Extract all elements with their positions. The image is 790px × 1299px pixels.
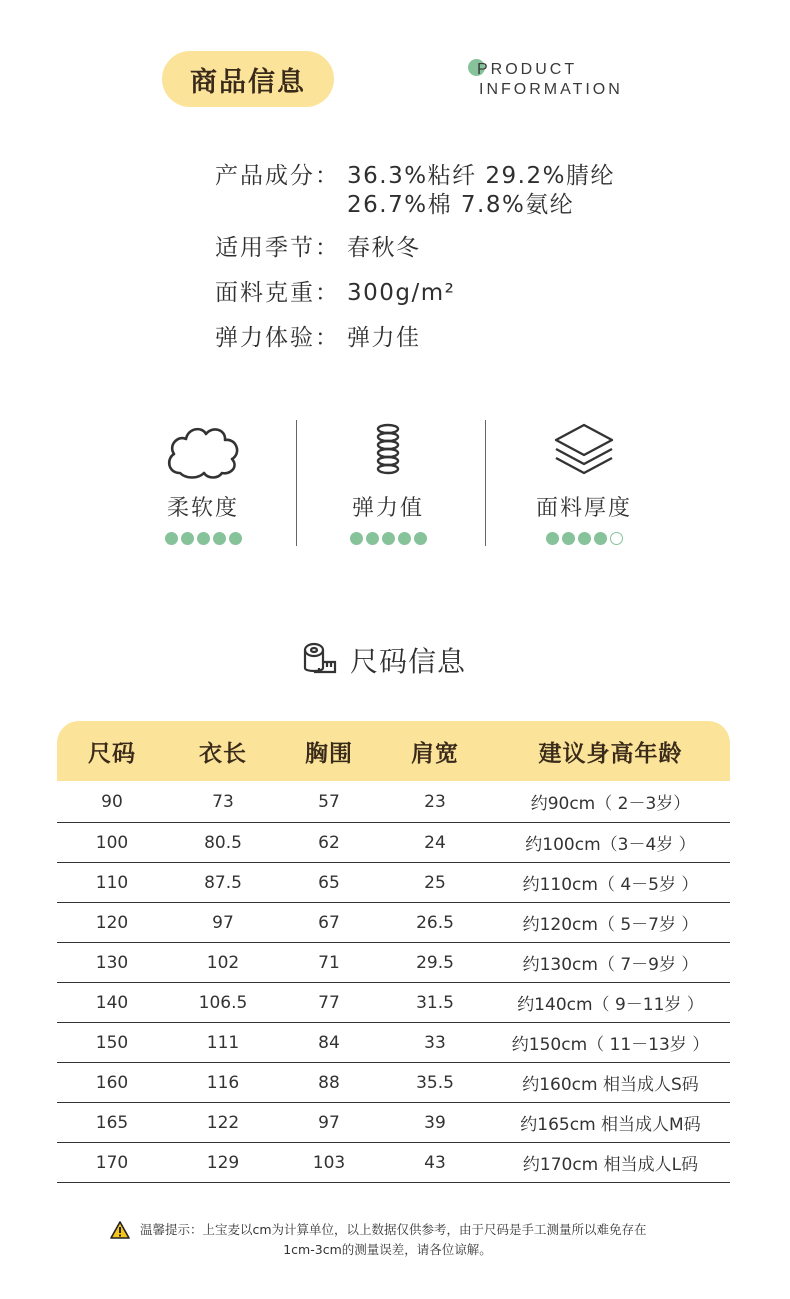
table-row xyxy=(57,943,730,983)
notice-line1: 温馨提示：上宝麦以cm为计算单位，以上数据仅供参考，由于尺码是手工测量所以难免存在 xyxy=(140,1222,647,1237)
table-cell: 24 xyxy=(379,823,491,863)
table-cell: 129 xyxy=(167,1143,279,1183)
table-cell: 约160cm 相当成人S码 xyxy=(491,1063,730,1103)
rating-dot xyxy=(213,532,226,545)
spring-icon xyxy=(293,420,483,482)
tape-measure-icon xyxy=(302,640,338,680)
notice-line2: 1cm-3cm的测量误差，请各位谅解。 xyxy=(283,1242,492,1257)
rating-dot xyxy=(578,532,591,545)
table-cell: 约100cm（3－4岁 ） xyxy=(491,823,730,863)
info-value: 26.7%棉 7.8%氨纶 xyxy=(347,192,575,218)
rating-dot xyxy=(398,532,411,545)
size-section-heading: 尺码信息 xyxy=(350,645,467,678)
table-row xyxy=(57,823,730,863)
table-cell: 31.5 xyxy=(379,983,491,1023)
table-cell: 57 xyxy=(279,781,379,823)
rating-dots xyxy=(489,532,679,545)
table-row xyxy=(57,903,730,943)
table-cell: 165 xyxy=(57,1103,167,1143)
table-cell: 122 xyxy=(167,1103,279,1143)
rating-dot xyxy=(562,532,575,545)
section-badge-product-info: 商品信息 xyxy=(162,51,334,107)
info-value: 300g/m² xyxy=(347,280,456,306)
rating-dots xyxy=(108,532,298,545)
table-cell: 43 xyxy=(379,1143,491,1183)
table-cell: 约110cm（ 4－5岁 ） xyxy=(491,863,730,903)
column-header: 肩宽 xyxy=(379,721,491,781)
feature-thickness xyxy=(489,420,679,545)
table-cell: 110 xyxy=(57,863,167,903)
table-cell: 88 xyxy=(279,1063,379,1103)
table-cell: 67 xyxy=(279,903,379,943)
rating-dots xyxy=(293,532,483,545)
table-cell: 39 xyxy=(379,1103,491,1143)
english-title xyxy=(470,60,623,100)
info-key: 面料克重： xyxy=(215,280,340,306)
feature-softness xyxy=(108,420,298,545)
table-cell: 77 xyxy=(279,983,379,1023)
english-title-line1: PRODUCT xyxy=(477,61,578,78)
table-cell: 116 xyxy=(167,1063,279,1103)
info-key: 产品成分： xyxy=(215,163,340,189)
table-cell: 106.5 xyxy=(167,983,279,1023)
info-row xyxy=(215,234,615,279)
feature-label: 弹力值 xyxy=(351,496,424,521)
rating-dot-empty xyxy=(610,532,623,545)
table-cell: 29.5 xyxy=(379,943,491,983)
table-cell: 97 xyxy=(279,1103,379,1143)
rating-dot xyxy=(366,532,379,545)
table-cell: 150 xyxy=(57,1023,167,1063)
rating-dot xyxy=(197,532,210,545)
table-row xyxy=(57,1023,730,1063)
rating-dot xyxy=(165,532,178,545)
table-cell: 130 xyxy=(57,943,167,983)
rating-dot xyxy=(546,532,559,545)
table-row xyxy=(57,781,730,823)
info-value: 春秋冬 xyxy=(347,235,421,261)
rating-dot xyxy=(350,532,363,545)
column-header: 胸围 xyxy=(279,721,379,781)
table-cell: 约165cm 相当成人M码 xyxy=(491,1103,730,1143)
table-header-row xyxy=(57,721,730,781)
feature-label: 面料厚度 xyxy=(535,496,632,521)
table-row xyxy=(57,1063,730,1103)
table-cell: 140 xyxy=(57,983,167,1023)
info-row xyxy=(215,162,615,234)
table-cell: 65 xyxy=(279,863,379,903)
table-cell: 26.5 xyxy=(379,903,491,943)
table-cell: 80.5 xyxy=(167,823,279,863)
info-key: 适用季节： xyxy=(215,235,340,261)
info-row xyxy=(215,324,615,369)
info-value: 36.3%粘纤 29.2%腈纶 xyxy=(347,163,615,189)
layers-icon xyxy=(489,420,679,482)
table-cell: 约90cm（ 2－3岁） xyxy=(491,781,730,823)
table-cell: 约170cm 相当成人L码 xyxy=(491,1143,730,1183)
table-cell: 84 xyxy=(279,1023,379,1063)
feature-label: 柔软度 xyxy=(166,496,239,521)
rating-dot xyxy=(229,532,242,545)
table-cell: 111 xyxy=(167,1023,279,1063)
table-cell: 约150cm（ 11－13岁 ） xyxy=(491,1023,730,1063)
table-cell: 约140cm（ 9－11岁 ） xyxy=(491,983,730,1023)
size-table xyxy=(57,721,730,1183)
column-header: 建议身高年龄 xyxy=(491,721,730,781)
warning-icon xyxy=(110,1221,130,1239)
rating-dot xyxy=(382,532,395,545)
table-cell: 约120cm（ 5－7岁 ） xyxy=(491,903,730,943)
column-header: 尺码 xyxy=(57,721,167,781)
table-cell: 23 xyxy=(379,781,491,823)
table-row xyxy=(57,863,730,903)
info-key: 弹力体验： xyxy=(215,325,340,351)
table-cell: 103 xyxy=(279,1143,379,1183)
table-cell: 71 xyxy=(279,943,379,983)
divider xyxy=(485,420,486,546)
english-title-line2: INFORMATION xyxy=(479,81,623,98)
table-cell: 25 xyxy=(379,863,491,903)
table-cell: 90 xyxy=(57,781,167,823)
feature-elasticity xyxy=(293,420,483,545)
rating-dot xyxy=(414,532,427,545)
table-cell: 35.5 xyxy=(379,1063,491,1103)
table-cell: 97 xyxy=(167,903,279,943)
table-cell: 170 xyxy=(57,1143,167,1183)
product-info-list xyxy=(215,162,615,369)
rating-dot xyxy=(181,532,194,545)
table-cell: 约130cm（ 7－9岁 ） xyxy=(491,943,730,983)
table-row xyxy=(57,1103,730,1143)
table-cell: 33 xyxy=(379,1023,491,1063)
rating-dot xyxy=(594,532,607,545)
table-cell: 100 xyxy=(57,823,167,863)
cloud-icon xyxy=(108,420,298,482)
table-cell: 73 xyxy=(167,781,279,823)
info-row xyxy=(215,279,615,324)
notice xyxy=(110,1220,710,1260)
info-value: 弹力佳 xyxy=(347,325,421,351)
table-cell: 120 xyxy=(57,903,167,943)
size-section-title xyxy=(302,640,466,680)
table-row xyxy=(57,983,730,1023)
table-cell: 160 xyxy=(57,1063,167,1103)
column-header: 衣长 xyxy=(167,721,279,781)
table-cell: 87.5 xyxy=(167,863,279,903)
table-cell: 102 xyxy=(167,943,279,983)
table-row xyxy=(57,1143,730,1183)
table-cell: 62 xyxy=(279,823,379,863)
